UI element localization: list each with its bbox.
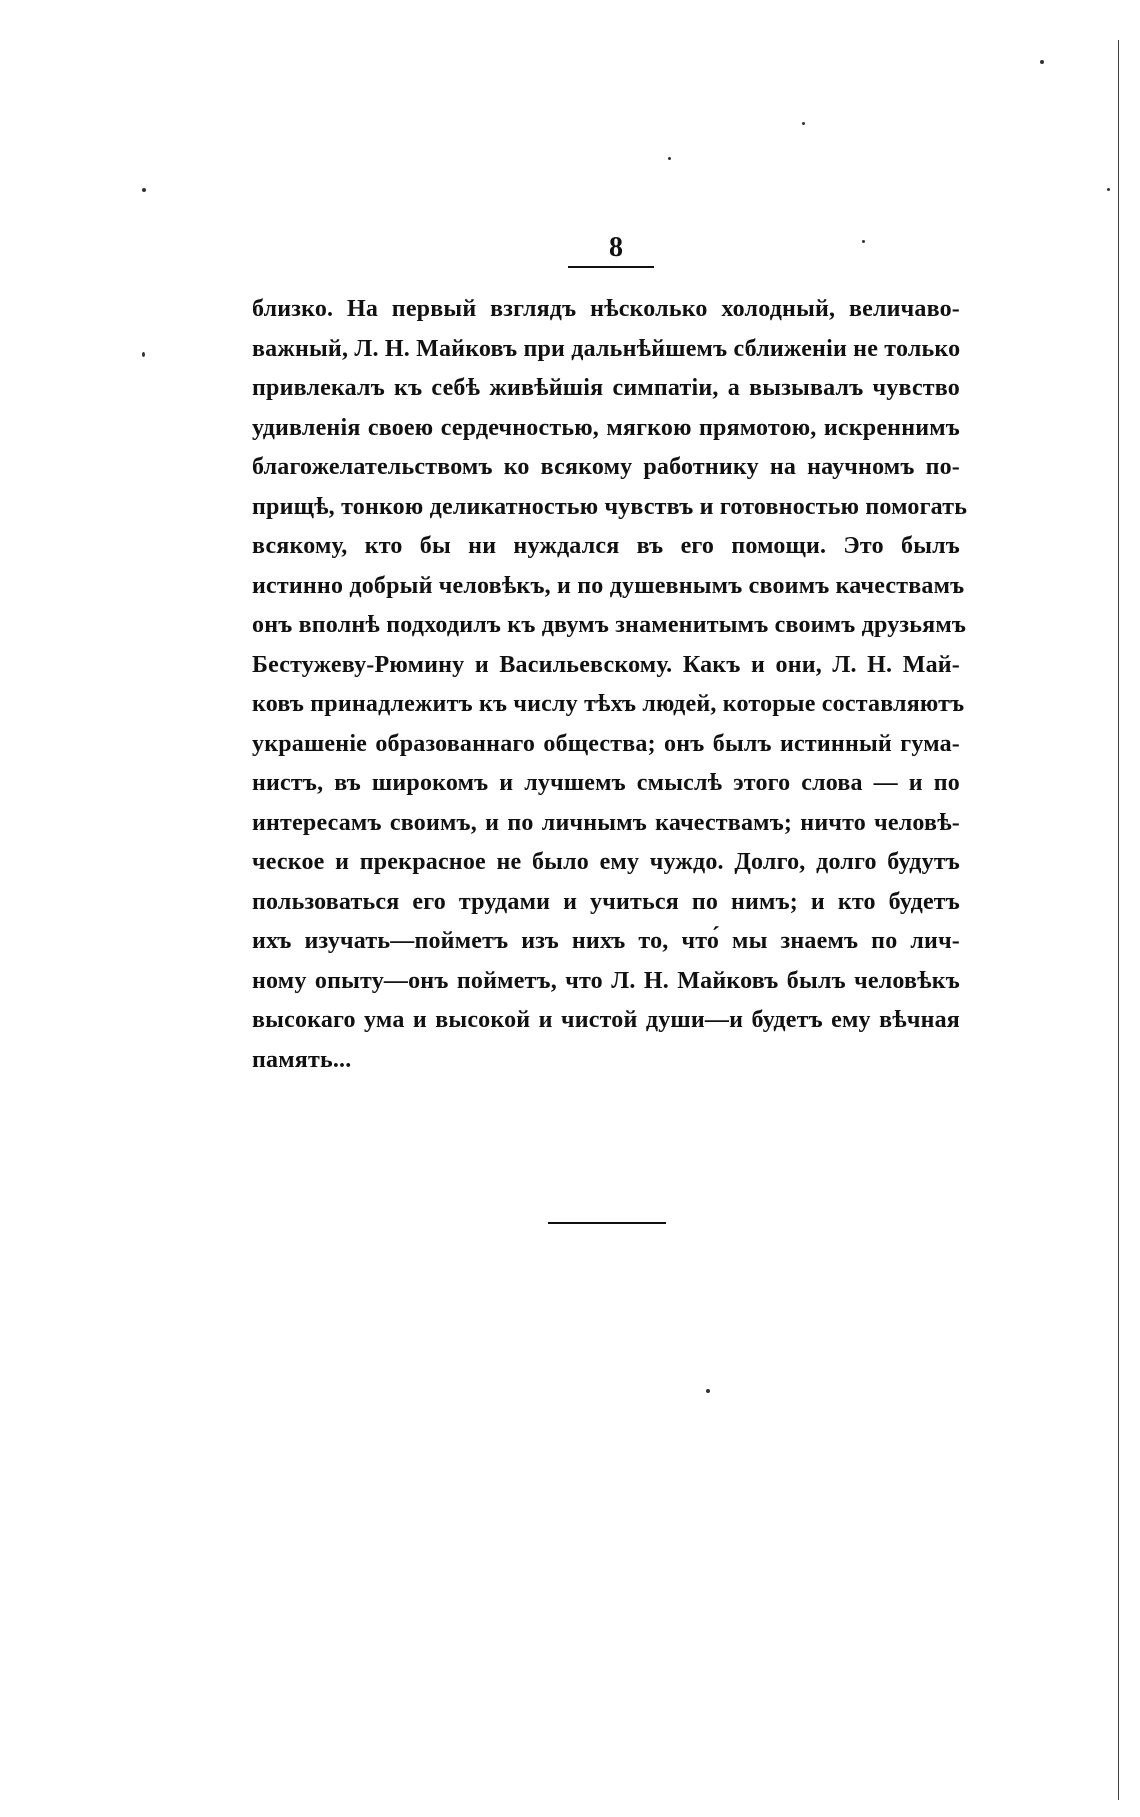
scan-speck <box>1107 188 1110 191</box>
page-number: 8 <box>609 232 623 263</box>
scan-edge-line <box>1118 40 1119 1800</box>
end-rule <box>548 1222 666 1224</box>
text-line: ному опыту—онъ пойметъ, что Л. Н. Майковъ былъ человѣкъ <box>252 967 960 994</box>
scan-speck <box>862 240 865 243</box>
scan-speck <box>1040 60 1044 64</box>
body-text <box>252 290 968 1080</box>
scan-speck <box>802 122 805 125</box>
text-line: Бестужеву-Рюмину и Васильевскому. Какъ и они, Л. Н. Май- <box>252 651 960 678</box>
text-line: ковъ принадлежитъ къ числу тѣхъ людей, которые составляютъ <box>252 691 965 717</box>
text-line: истинно добрый человѣкъ, и по душевнымъ своимъ качествамъ <box>252 572 965 599</box>
header-rule <box>568 266 654 268</box>
text-line: прищѣ, тонкою деликатностью чувствъ и готовностью помогать <box>252 493 968 520</box>
text-line: удивленія своею сердечностью, мягкою прямотою, искреннимъ <box>252 414 960 441</box>
text-line: интересамъ своимъ, и по личнымъ качествамъ; ничто человѣ- <box>252 809 960 836</box>
text-line-final: память... <box>252 1046 352 1073</box>
text-line: онъ вполнѣ подходилъ къ двумъ знаменитымъ своимъ друзьямъ <box>252 612 967 638</box>
text-line: пользоваться его трудами и учиться по нимъ; и кто будетъ <box>252 888 960 915</box>
text-line: важный, Л. Н. Майковъ при дальнѣйшемъ сближеніи не только <box>252 335 961 362</box>
text-line: ихъ изучать—пойметъ изъ нихъ то, что́ мы знаемъ по лич- <box>252 928 960 954</box>
scan-speck <box>706 1389 710 1393</box>
text-line: нистъ, въ широкомъ и лучшемъ смыслѣ этого слова — и по <box>252 770 960 796</box>
text-line: благожелательствомъ ко всякому работнику на научномъ по- <box>252 454 960 480</box>
text-line: высокаго ума и высокой и чистой души—и будетъ ему вѣчная <box>252 1007 960 1033</box>
text-line: всякому, кто бы ни нуждался въ его помощи. Это былъ <box>252 533 960 559</box>
scan-speck <box>142 188 146 192</box>
text-line: привлекалъ къ себѣ живѣйшія симпатіи, а вызывалъ чувство <box>252 375 960 401</box>
scan-speck <box>142 352 145 357</box>
text-line: украшеніе образованнаго общества; онъ былъ истинный гума- <box>252 730 960 757</box>
text-line: ческое и прекрасное не было ему чуждо. Долго, долго будутъ <box>252 849 960 875</box>
scan-speck <box>668 157 671 160</box>
text-line: близко. На первый взглядъ нѣсколько холодный, величаво- <box>252 296 960 322</box>
